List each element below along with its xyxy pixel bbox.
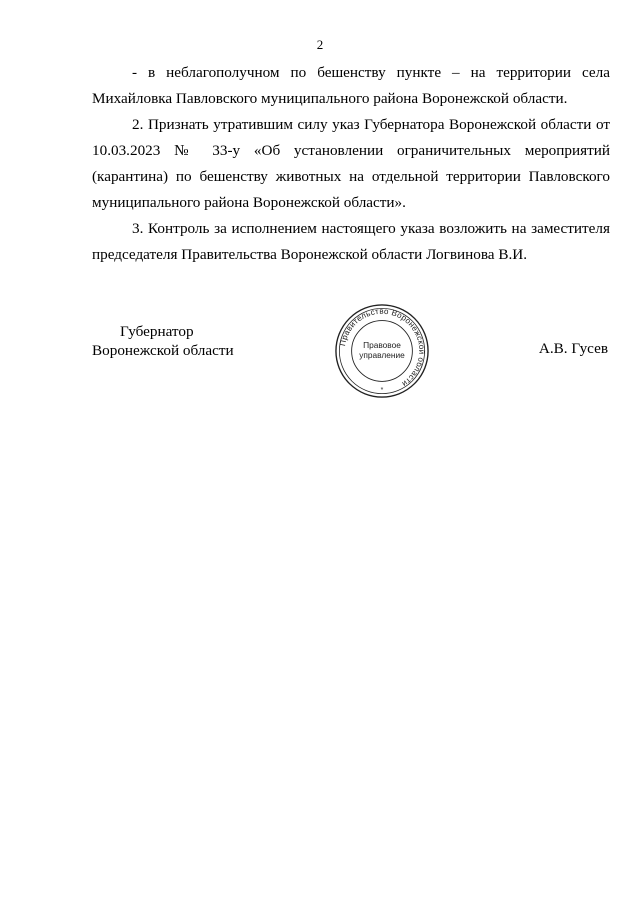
stamp-star: * [380,387,384,395]
paragraph-2: 2. Признать утратившим силу указ Губернатора Воронежской области от 10.03.2023 № 33-у «Об установлении ограничительных мероприятий (карантина) по бешенству животных на отдельной территории Павловского муниципального района Воронежской области». [92,116,610,211]
signatory-title [92,322,234,360]
official-stamp [333,302,431,400]
signatory-title-line2: Воронежской области [92,342,234,359]
page-number: 2 [316,37,324,52]
stamp-inner-line2: управление [359,349,405,360]
paragraph-1: - в неблагополучном по бешенству пункте – на территории села Михайловка Павловского муниципального района Воронежской области. [92,64,610,107]
stamp-inner-line1: Правовое [363,340,401,351]
signatory-title-line1: Губернатор [120,323,194,340]
paragraph-3: 3. Контроль за исполнением настоящего указа возложить на заместителя председателя Правительства Воронежской области Логвинова В.И. [92,220,610,263]
stamp-outer-text: Правительство Воронежской области [338,306,427,389]
signatory-name: А.В. Гусев [538,340,608,357]
document-body [92,60,610,268]
